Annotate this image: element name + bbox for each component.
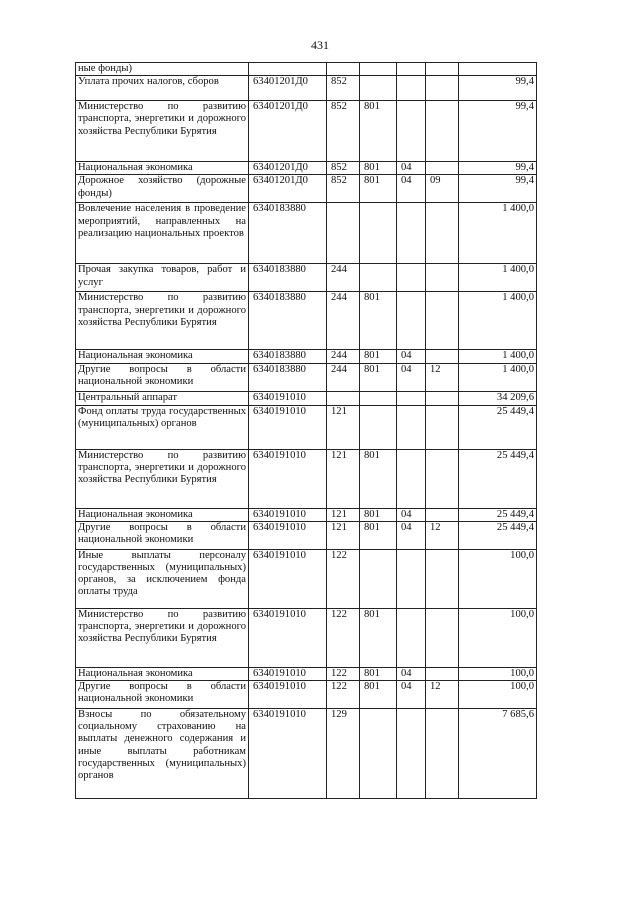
cell-name: Министерство по развитию транспорта, энергетики и дорожного хозяйства Республики Бурятия <box>76 292 249 350</box>
cell-name: Национальная экономика <box>76 508 249 521</box>
cell-target-code: 6340191010 <box>249 521 327 549</box>
cell-target-code: 6340191010 <box>249 549 327 608</box>
cell-target-code: 63401201Д0 <box>249 76 327 101</box>
cell-name: Вовлечение населения в проведение мероприятий, направленных на реализацию национальных проектов <box>76 203 249 264</box>
cell-subsection <box>426 391 459 405</box>
table-row <box>76 63 537 76</box>
table-row <box>76 292 537 350</box>
cell-target-code: 6340183880 <box>249 350 327 363</box>
cell-subsection: 09 <box>426 175 459 203</box>
cell-section <box>397 405 426 449</box>
cell-subsection: 12 <box>426 363 459 391</box>
budget-table-body <box>76 63 537 799</box>
cell-amount: 1 400,0 <box>459 350 537 363</box>
table-row <box>76 363 537 391</box>
cell-amount: 25 449,4 <box>459 449 537 508</box>
cell-section <box>397 264 426 292</box>
cell-section: 04 <box>397 175 426 203</box>
cell-name: Иные выплаты персоналу государственных (муниципальных) органов, за исключением фонда оплаты труда <box>76 549 249 608</box>
page-number: 431 <box>311 38 329 52</box>
cell-subsection <box>426 350 459 363</box>
cell-name: ные фонды) <box>76 63 249 76</box>
cell-section <box>397 63 426 76</box>
cell-subsection <box>426 709 459 799</box>
table-row <box>76 264 537 292</box>
cell-ministry-code <box>360 549 397 608</box>
cell-subsection <box>426 264 459 292</box>
table-row <box>76 449 537 508</box>
table-row <box>76 681 537 709</box>
cell-amount: 100,0 <box>459 549 537 608</box>
cell-target-code: 6340183880 <box>249 363 327 391</box>
table-row <box>76 76 537 101</box>
table-row <box>76 508 537 521</box>
table-row <box>76 405 537 449</box>
cell-ministry-code <box>360 203 397 264</box>
cell-section <box>397 449 426 508</box>
cell-amount: 25 449,4 <box>459 521 537 549</box>
cell-amount: 99,4 <box>459 76 537 101</box>
cell-amount: 100,0 <box>459 608 537 667</box>
cell-amount <box>459 63 537 76</box>
cell-section: 04 <box>397 350 426 363</box>
cell-ministry-code <box>360 76 397 101</box>
cell-amount: 25 449,4 <box>459 508 537 521</box>
cell-ministry-code: 801 <box>360 508 397 521</box>
cell-expense-type: 852 <box>327 76 360 101</box>
cell-expense-type: 244 <box>327 292 360 350</box>
table-row <box>76 101 537 162</box>
table-row <box>76 709 537 799</box>
cell-subsection <box>426 508 459 521</box>
cell-target-code: 6340191010 <box>249 667 327 680</box>
cell-name: Центральный аппарат <box>76 391 249 405</box>
cell-target-code: 6340183880 <box>249 292 327 350</box>
cell-ministry-code <box>360 405 397 449</box>
cell-target-code: 63401201Д0 <box>249 175 327 203</box>
cell-expense-type: 121 <box>327 521 360 549</box>
cell-subsection <box>426 76 459 101</box>
cell-expense-type <box>327 63 360 76</box>
cell-target-code: 6340191010 <box>249 709 327 799</box>
cell-target-code: 6340191010 <box>249 608 327 667</box>
table-row <box>76 391 537 405</box>
cell-ministry-code: 801 <box>360 175 397 203</box>
table-row <box>76 521 537 549</box>
cell-section: 04 <box>397 363 426 391</box>
cell-name: Министерство по развитию транспорта, энергетики и дорожного хозяйства Республики Бурятия <box>76 449 249 508</box>
cell-subsection <box>426 162 459 175</box>
cell-target-code: 6340191010 <box>249 405 327 449</box>
cell-amount: 99,4 <box>459 175 537 203</box>
cell-section <box>397 203 426 264</box>
table-row <box>76 350 537 363</box>
cell-subsection <box>426 405 459 449</box>
cell-subsection <box>426 549 459 608</box>
cell-ministry-code: 801 <box>360 667 397 680</box>
cell-expense-type: 244 <box>327 350 360 363</box>
cell-target-code: 6340191010 <box>249 508 327 521</box>
cell-amount: 99,4 <box>459 101 537 162</box>
cell-name: Национальная экономика <box>76 667 249 680</box>
cell-target-code: 6340191010 <box>249 449 327 508</box>
cell-amount: 99,4 <box>459 162 537 175</box>
cell-expense-type: 244 <box>327 363 360 391</box>
cell-amount: 1 400,0 <box>459 363 537 391</box>
cell-subsection: 12 <box>426 681 459 709</box>
table-row <box>76 608 537 667</box>
cell-section <box>397 709 426 799</box>
cell-subsection <box>426 292 459 350</box>
cell-ministry-code <box>360 709 397 799</box>
cell-section: 04 <box>397 667 426 680</box>
cell-expense-type: 129 <box>327 709 360 799</box>
cell-amount: 1 400,0 <box>459 292 537 350</box>
cell-subsection <box>426 63 459 76</box>
cell-expense-type: 852 <box>327 101 360 162</box>
cell-name: Другие вопросы в области национальной экономики <box>76 521 249 549</box>
cell-section <box>397 391 426 405</box>
cell-ministry-code: 801 <box>360 449 397 508</box>
cell-expense-type: 122 <box>327 608 360 667</box>
cell-ministry-code: 801 <box>360 521 397 549</box>
cell-ministry-code: 801 <box>360 292 397 350</box>
cell-expense-type: 122 <box>327 667 360 680</box>
cell-expense-type: 121 <box>327 508 360 521</box>
cell-expense-type: 852 <box>327 162 360 175</box>
cell-ministry-code: 801 <box>360 350 397 363</box>
cell-amount: 100,0 <box>459 667 537 680</box>
cell-ministry-code: 801 <box>360 608 397 667</box>
cell-ministry-code <box>360 63 397 76</box>
cell-section: 04 <box>397 681 426 709</box>
cell-expense-type: 121 <box>327 449 360 508</box>
cell-target-code: 6340191010 <box>249 391 327 405</box>
cell-name: Министерство по развитию транспорта, энергетики и дорожного хозяйства Республики Бурятия <box>76 608 249 667</box>
cell-section: 04 <box>397 508 426 521</box>
cell-amount: 1 400,0 <box>459 264 537 292</box>
cell-subsection: 12 <box>426 521 459 549</box>
cell-subsection <box>426 449 459 508</box>
cell-name: Другие вопросы в области национальной экономики <box>76 363 249 391</box>
table-row <box>76 667 537 680</box>
cell-ministry-code <box>360 391 397 405</box>
cell-target-code: 6340183880 <box>249 264 327 292</box>
cell-expense-type: 122 <box>327 681 360 709</box>
cell-name: Прочая закупка товаров, работ и услуг <box>76 264 249 292</box>
cell-target-code <box>249 63 327 76</box>
cell-amount: 7 685,6 <box>459 709 537 799</box>
cell-section: 04 <box>397 521 426 549</box>
cell-subsection <box>426 667 459 680</box>
budget-table <box>75 62 537 799</box>
cell-section <box>397 76 426 101</box>
cell-subsection <box>426 608 459 667</box>
cell-ministry-code: 801 <box>360 363 397 391</box>
cell-expense-type: 122 <box>327 549 360 608</box>
cell-name: Дорожное хозяйство (дорожные фонды) <box>76 175 249 203</box>
cell-ministry-code: 801 <box>360 101 397 162</box>
cell-name: Взносы по обязательному социальному страхованию на выплаты денежного содержания и иные выплаты работникам государственных (муниципальных) органов <box>76 709 249 799</box>
cell-expense-type <box>327 391 360 405</box>
cell-amount: 1 400,0 <box>459 203 537 264</box>
cell-section <box>397 292 426 350</box>
cell-target-code: 63401201Д0 <box>249 101 327 162</box>
cell-expense-type: 244 <box>327 264 360 292</box>
cell-ministry-code <box>360 264 397 292</box>
cell-section <box>397 101 426 162</box>
table-row <box>76 203 537 264</box>
table-row <box>76 162 537 175</box>
cell-name: Другие вопросы в области национальной экономики <box>76 681 249 709</box>
cell-subsection <box>426 101 459 162</box>
cell-amount: 34 209,6 <box>459 391 537 405</box>
cell-section <box>397 608 426 667</box>
cell-section: 04 <box>397 162 426 175</box>
table-row <box>76 549 537 608</box>
cell-expense-type: 852 <box>327 175 360 203</box>
table-row <box>76 175 537 203</box>
cell-name: Фонд оплаты труда государственных (муниципальных) органов <box>76 405 249 449</box>
cell-section <box>397 549 426 608</box>
cell-expense-type: 121 <box>327 405 360 449</box>
cell-amount: 25 449,4 <box>459 405 537 449</box>
cell-target-code: 6340183880 <box>249 203 327 264</box>
cell-amount: 100,0 <box>459 681 537 709</box>
cell-target-code: 63401201Д0 <box>249 162 327 175</box>
cell-name: Национальная экономика <box>76 162 249 175</box>
cell-name: Уплата прочих налогов, сборов <box>76 76 249 101</box>
cell-target-code: 6340191010 <box>249 681 327 709</box>
cell-subsection <box>426 203 459 264</box>
cell-name: Национальная экономика <box>76 350 249 363</box>
cell-ministry-code: 801 <box>360 681 397 709</box>
cell-ministry-code: 801 <box>360 162 397 175</box>
cell-expense-type <box>327 203 360 264</box>
cell-name: Министерство по развитию транспорта, энергетики и дорожного хозяйства Республики Бурятия <box>76 101 249 162</box>
